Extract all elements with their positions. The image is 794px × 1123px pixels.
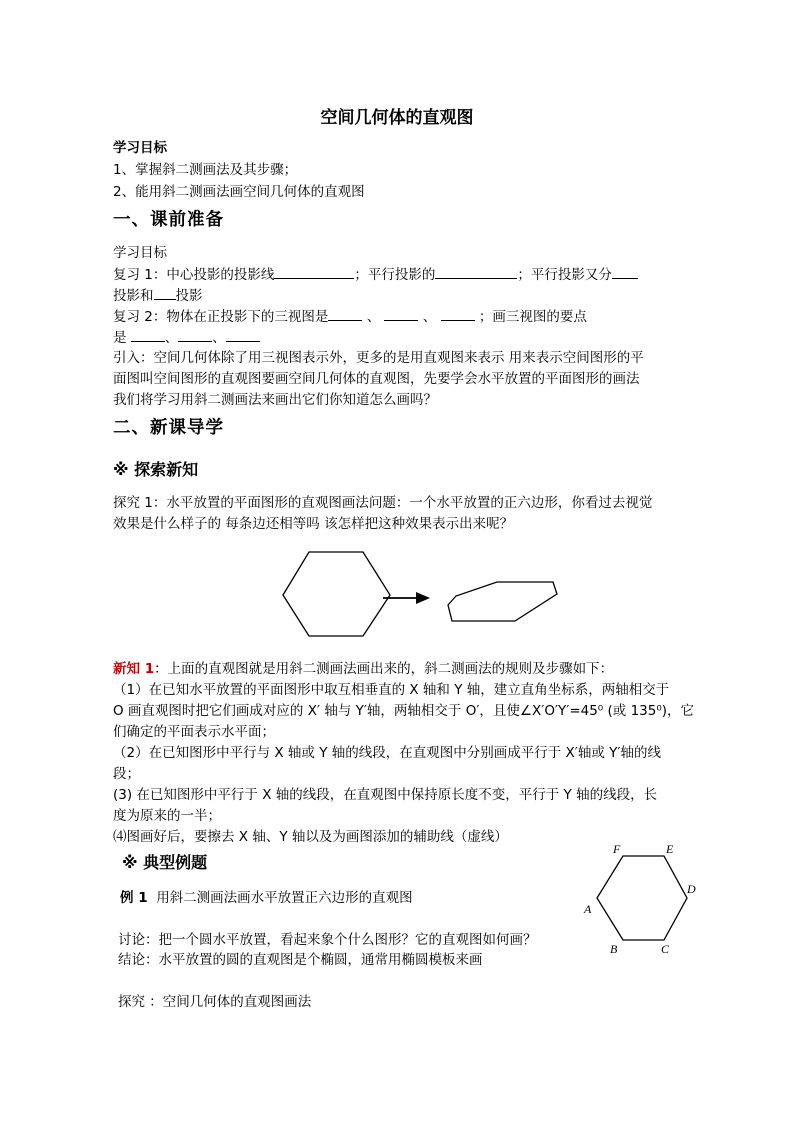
review2-blank-3 (441, 306, 475, 321)
vertex-label-e: E (666, 842, 674, 856)
review1-text-d: 投影和 (113, 288, 154, 304)
vertex-label-a: A (584, 902, 592, 916)
review2-text-c: 是 (113, 330, 127, 346)
review2-line (113, 306, 587, 327)
vertex-label-c: C (661, 942, 670, 956)
objective-item-1: 1、掌握斜二测画法及其步骤； (113, 162, 298, 178)
example-heading: ※ 典型例题 (122, 853, 208, 872)
explore1-line-2: 效果是什么样子的 每条边还相等吗 该怎样把这种效果表示出来呢？ (113, 516, 514, 532)
section1-subheading: 学习目标 (113, 245, 167, 261)
step2-line-2: 段； (113, 766, 140, 782)
vertex-label-b: B (610, 942, 618, 956)
review2-sep-1: 、 (366, 309, 381, 325)
intro-line-1: 引入：空间几何体除了用三视图表示外，更多的是用直观图来表示 用来表示空间图形的平 (113, 350, 644, 366)
objective-item-2: 2、能用斜二测画法画空间几何体的直观图 (113, 184, 365, 200)
review2-line-2 (113, 327, 260, 348)
vertex-label-d: D (687, 882, 696, 896)
review1-text-c: ；平行投影又分 (517, 267, 612, 283)
step2-line-1: （2）在已知图形中平行与 X 轴或 Y 轴的线段，在直观图中分别画成平行于 X′轴或 Y′轴的线 (113, 745, 661, 761)
review1-text-a: 复习 1：中心投影的投影线 (113, 267, 275, 283)
example1-text: 用斜二测画法画水平放置正六边形的直观图 (156, 890, 413, 906)
explore1-line-1: 探究 1：水平放置的平面图形的直观图画法问题：一个水平放置的正六边形，你看过去视觉 (113, 495, 653, 511)
review2-sep-3: 、 (164, 330, 179, 346)
review2-sep-4: 、 (212, 330, 226, 346)
vertex-label-f: F (613, 842, 621, 856)
review2-blank-5 (178, 327, 212, 342)
example1-line (120, 888, 413, 908)
discuss-line: 讨论：把一个圆水平放置，看起来象个什么图形？它的直观图如何画？ (118, 932, 537, 948)
intro-line-2: 面图叫空间图形的直观图要画空间几何体的直观图，先要学会水平放置的平面图形的画法 (113, 371, 640, 387)
review1-blank-1 (274, 264, 354, 279)
review1-blank-4 (154, 285, 176, 300)
arrow-head (416, 592, 430, 604)
review2-sep-2: 、 (422, 309, 437, 325)
review1-text-b: ；平行投影的 (354, 267, 436, 283)
review2-text-a: 复习 2：物体在正投影下的三视图是 (113, 309, 329, 325)
review1-blank-2 (435, 264, 517, 279)
review1-blank-3 (612, 264, 638, 279)
section1-heading: 一、课前准备 (113, 210, 224, 230)
review2-blank-2 (384, 306, 418, 321)
hexagon-abcdef (597, 856, 687, 940)
step1-line-1: （1）在已知水平放置的平面图形中取互相垂直的 X 轴和 Y 轴，建立直角坐标系，两轴相交于 (113, 682, 670, 698)
review2-text-b: ；画三视图的要点 (478, 309, 587, 325)
step4-line: ⑷图画好后，要擦去 X 轴、Y 轴以及为画图添加的辅助线（虚线） (113, 829, 508, 845)
review2-blank-6 (226, 327, 260, 342)
step3-line-1: (3) 在已知图形中平行于 X 轴的线段，在直观图中保持原长度不变，平行于 Y 轴的线段，长 (113, 787, 658, 803)
objectives-heading: 学习目标 (113, 140, 167, 156)
explore2-line: 探究 ：空间几何体的直观图画法 (118, 994, 312, 1010)
review1-line-2 (113, 285, 203, 306)
intro-line-3: 我们将学习用斜二测画法来画出它们你知道怎么画吗？ (113, 392, 437, 408)
new-knowledge-label: 新知 1 (113, 661, 155, 677)
page-title: 空间几何体的直观图 (320, 108, 474, 128)
step1-line-2: O 画直观图时把它们画成对应的 X′ 轴与 Y′轴，两轴相交于 O′，且使∠X′O′Y′=45⁰ (或 135⁰)，它 (113, 703, 695, 719)
review1-line (113, 264, 638, 285)
section2-heading: 二、新课导学 (113, 418, 224, 438)
review2-blank-4 (131, 327, 165, 342)
explore-heading: ※ 探索新知 (113, 460, 199, 479)
conclusion-line: 结论：水平放置的圆的直观图是个椭圆，通常用椭圆模板来画 (118, 952, 483, 968)
new-knowledge-line (113, 659, 613, 679)
step3-line-2: 度为原来的一半； (113, 808, 221, 824)
new-knowledge-text: ：上面的直观图就是用斜二测画法画出来的，斜二测画法的规则及步骤如下： (154, 661, 614, 677)
regular-hexagon (283, 552, 390, 636)
review1-text-e: 投影 (175, 288, 203, 304)
example1-label: 例 1 (120, 890, 148, 906)
review2-blank-1 (328, 306, 362, 321)
step1-line-3: 们确定的平面表示水平面； (113, 724, 275, 740)
oblique-hexagon (448, 582, 557, 621)
